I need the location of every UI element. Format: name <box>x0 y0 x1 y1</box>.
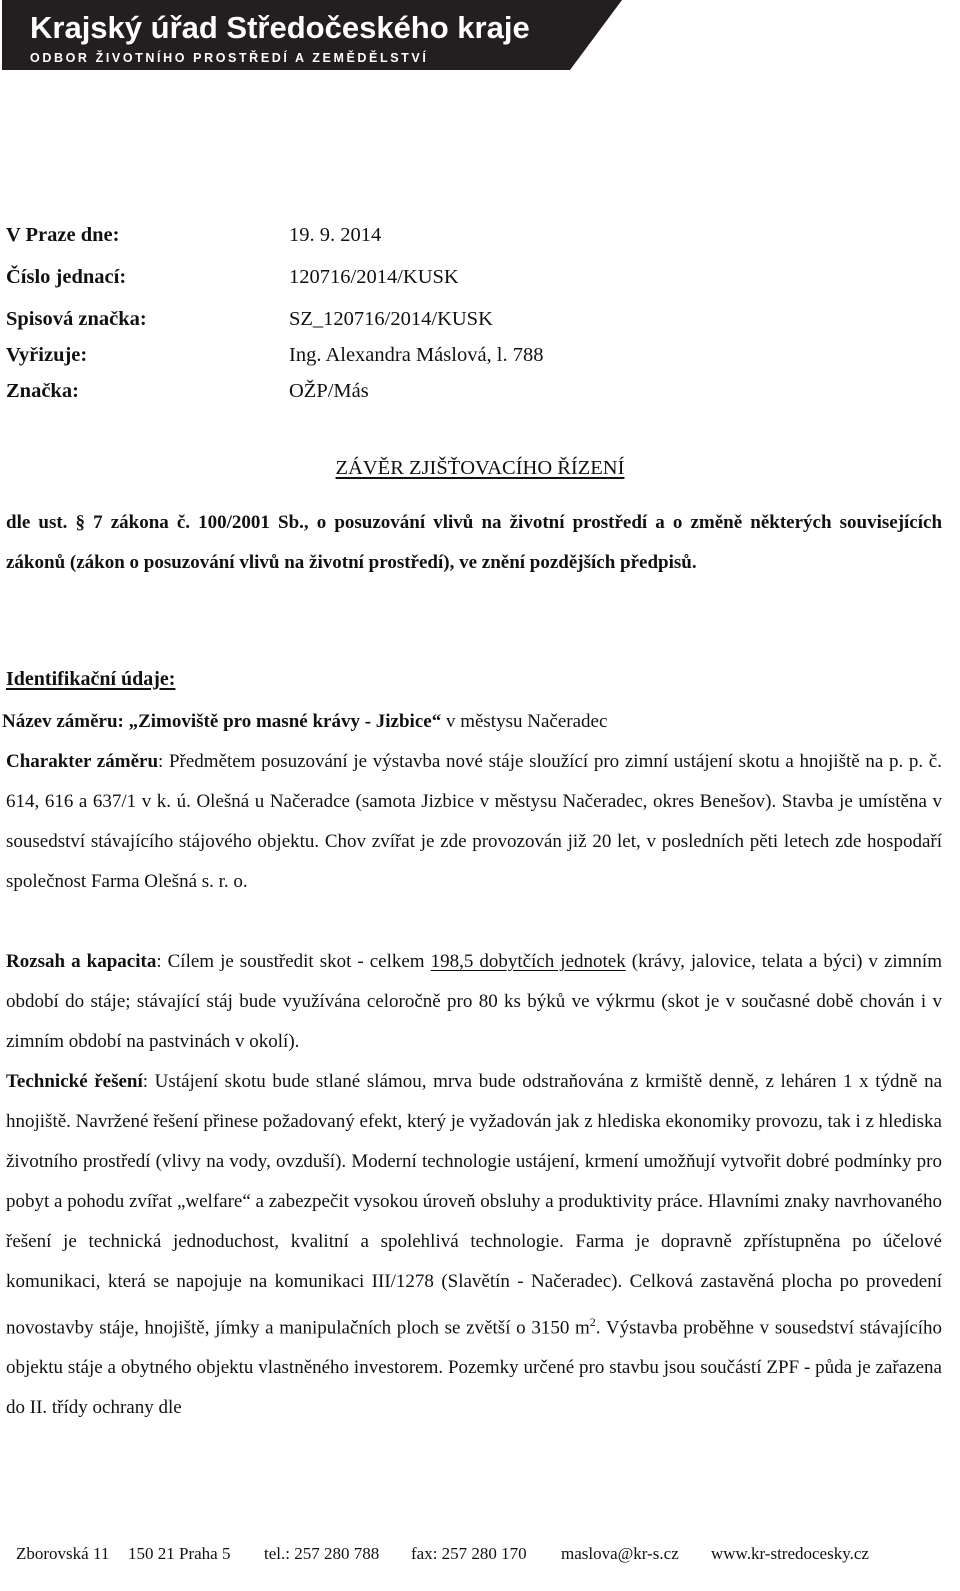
document-title: ZÁVĚR ZJIŠŤOVACÍHO ŘÍZENÍ <box>335 457 625 479</box>
handler-label: Vyřizuje: <box>6 344 88 366</box>
footer-web[interactable]: www.kr-stredocesky.cz <box>711 1544 869 1563</box>
project-name-label: Název záměru: <box>2 711 124 732</box>
footer-fax: fax: 257 280 170 <box>411 1544 527 1563</box>
authority-logo <box>0 0 960 72</box>
date-value: 19. 9. 2014 <box>289 224 382 246</box>
date-label: V Praze dne: <box>6 224 120 246</box>
character-paragraph <box>6 742 942 902</box>
file-value: SZ_120716/2014/KUSK <box>289 308 493 330</box>
character-label: Charakter záměru <box>6 751 159 772</box>
identification-heading: Identifikační údaje: <box>6 668 176 690</box>
ref-value: 120716/2014/KUSK <box>289 266 459 288</box>
scope-paragraph <box>6 942 942 1062</box>
page-footer <box>16 1544 946 1564</box>
footer-email[interactable]: maslova@kr-s.cz <box>561 1544 679 1563</box>
intro-text: , o posuzování vlivů na životní prostředí a o změně některých souvisejících zákonů (zákon o posuzování vlivů na životní prostředí), ve znění pozdějších předpisů. <box>6 512 943 573</box>
footer-city: 150 21 Praha 5 <box>128 1544 231 1563</box>
technical-label: Technické řešení <box>6 1071 143 1092</box>
character-text: : Předmětem posuzování je výstavba nové stáje sloužící pro zimní ustájení skotu a hnojiště na p. p. č. 614, 616 a 637/1 v k. ú. Olešná u Načeradce (samota Jizbice v městysu Načeradec, okres Benešov). Stavba je umístěna v sousedství stávajícího stájového objektu. Chov zvířat je zde provozován již 20 let, v posledních pěti letech zde hospodaří společnost Farma Olešná s. r. o. <box>6 751 942 892</box>
project-name-line <box>2 702 938 742</box>
ref-label: Číslo jednací: <box>6 266 127 288</box>
footer-phone: tel.: 257 280 788 <box>264 1544 380 1563</box>
technical-paragraph <box>6 1062 942 1428</box>
scope-label: Rozsah a kapacita <box>6 951 157 972</box>
scope-units: 198,5 dobytčích jednotek <box>430 951 626 972</box>
project-name-value: „Zimoviště pro masné krávy - Jizbice“ <box>128 711 442 732</box>
technical-text-1: : Ustájení skotu bude stlané slámou, mrva bude odstraňována z krmiště denně, z leháren 1 x týdně na hnojiště. Navržené řešení přinese požadovaný efekt, který je vyžadován jak z hlediska ekonomiky provozu, tak i z hlediska životního prostředí (vlivy na vody, ovzduší). Moderní technologie ustájení, krmení umožňují vytvořit dobré podmínky pro pobyt a pohodu zvířat „welfare“ a zabezpečit vysokou úroveň obsluhy a produktivity práce. Hlavními znaky navrhovaného řešení je technická jednoduchost, kvalitní a spolehlivá technologie. Farma je dopravně zpřístupněna po účelové komunikaci, která se napojuje na komunikaci III/1278 (Slavětín - Načeradec). Celková zastavěná plocha po provedení novostavby stáje, hnojiště, jímky a manipulačních ploch se zvětší o 3150 m <box>6 1071 943 1339</box>
logo-authority-name: Krajský úřad Středočeského kraje <box>30 10 530 45</box>
technical-text-2: . Výstavba proběhne v sousedství stávajícího objektu stáje a obytného objektu vlastněného investorem. Pozemky určené pro stavbu jsou součástí ZPF - půda je zařazena do II. třídy ochrany dle <box>6 1317 943 1419</box>
file-label: Spisová značka: <box>6 308 147 330</box>
footer-street: Zborovská 11 <box>16 1544 110 1563</box>
intro-legal-reference: dle ust. § 7 zákona č. 100/2001 Sb. <box>6 512 304 533</box>
scope-text-2: (krávy, jalovice, telata a býci) v zimním období do stáje; stávající stáj bude využívána celoročně pro 80 ks býků ve výkrmu (skot je v současné době chován i v zimním období na pastvinách v okolí). <box>6 951 942 1052</box>
project-name-suffix: v městysu Načeradec <box>441 711 608 732</box>
handler-value: Ing. Alexandra Máslová, l. 788 <box>289 344 544 366</box>
intro-paragraph <box>6 503 942 583</box>
mark-value: OŽP/Más <box>289 380 369 402</box>
logo-department: ODBOR ŽIVOTNÍHO PROSTŘEDÍ A ZEMĚDĚLSTVÍ <box>30 51 429 65</box>
technical-superscript: 2 <box>589 1315 596 1329</box>
mark-label: Značka: <box>6 380 79 402</box>
scope-text-1: : Cílem je soustředit skot - celkem <box>156 951 431 972</box>
